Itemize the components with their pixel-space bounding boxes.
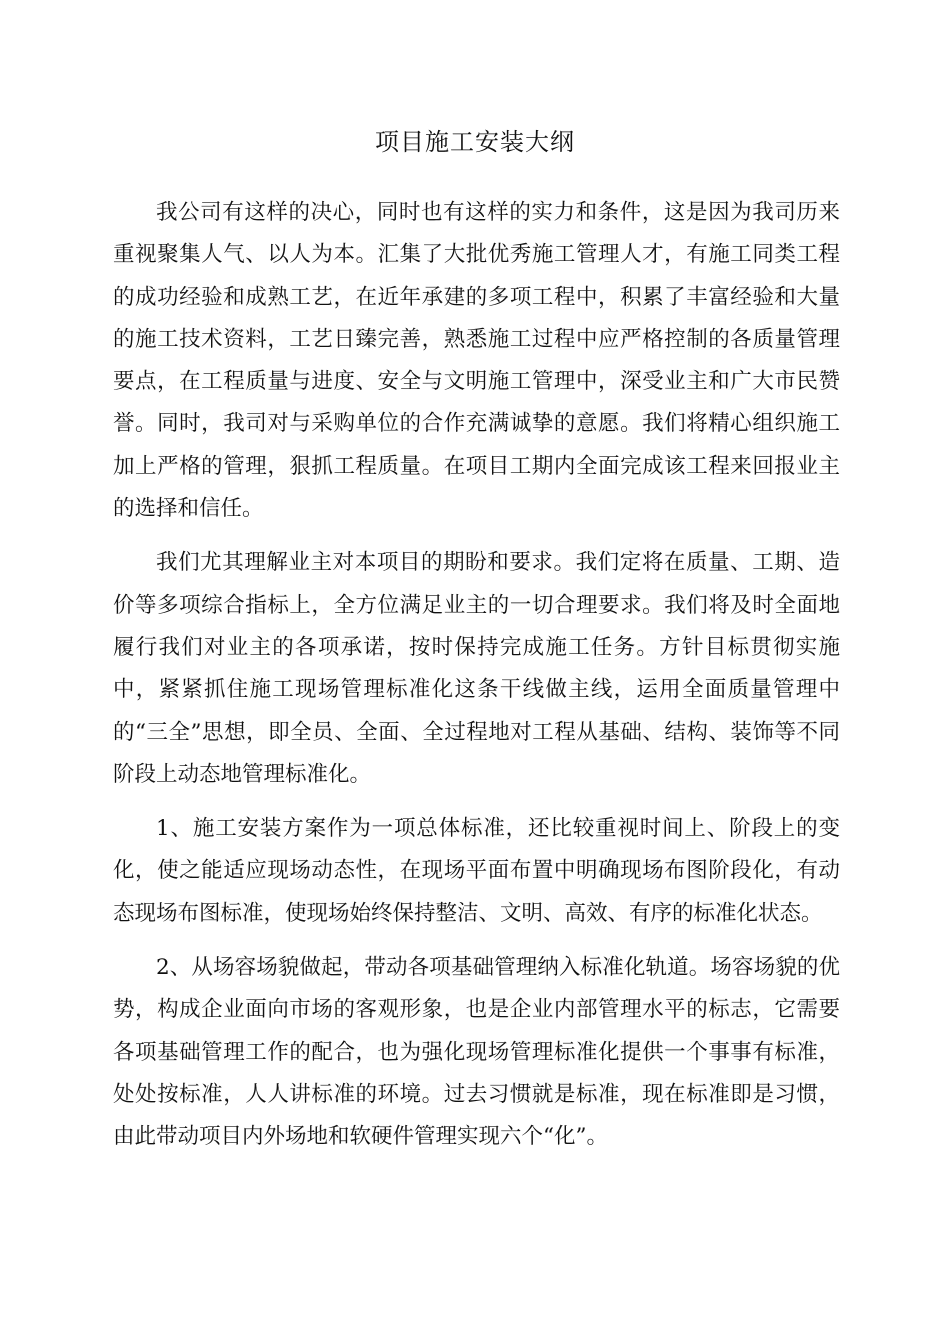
paragraph-owner-requirements: 我们尤其理解业主对本项目的期盼和要求。我们定将在质量、工期、造价等多项综合指标上，全方位满足业主的一切合理要求。我们将及时全面地履行我们对业主的各项承诺，按时保持完成施工任务。方针目标贯彻实施中，紧紧抓住施工现场管理标准化这条干线做主线，运用全面质量管理中的“三全”思想，即全员、全面、全过程地对工程从基础、结构、装饰等不同阶段上动态地管理标准化。 (113, 550, 840, 787)
paragraph-commitment: 我公司有这样的决心，同时也有这样的实力和条件，这是因为我司历来重视聚集人气、以人为本。汇集了大批优秀施工管理人才，有施工同类工程的成功经验和成熟工艺，在近年承建的多项工程中，积累了丰富经验和大量的施工技术资料，工艺日臻完善，熟悉施工过程中应严格控制的各质量管理要点，在工程质量与进度、安全与文明施工管理中，深受业主和广大市民赞誉。同时，我司对与采购单位的合作充满诚挚的意愿。我们将精心组织施工加上严格的管理，狠抓工程质量。在项目工期内全面完成该工程来回报业主的选择和信任。 (113, 200, 840, 522)
document-body (113, 192, 840, 1171)
paragraph-item-2: 2、从场容场貌做起，带动各项基础管理纳入标准化轨道。场容场貌的优势，构成企业面向市场的客观形象，也是企业内部管理水平的标志，它需要各项基础管理工作的配合，也为强化现场管理标准化提供一个事事有标准，处处按标准，人人讲标准的环境。过去习惯就是标准，现在标准即是习惯，由此带动项目内外场地和软硬件管理实现六个“化”。 (113, 955, 840, 1150)
paragraph-item-1: 1、施工安装方案作为一项总体标准，还比较重视时间上、阶段上的变化，使之能适应现场动态性，在现场平面布置中明确现场布图阶段化，有动态现场布图标准，使现场始终保持整洁、文明、高效、有序的标准化状态。 (113, 816, 840, 926)
document-title: 项目施工安装大纲 (375, 128, 575, 156)
